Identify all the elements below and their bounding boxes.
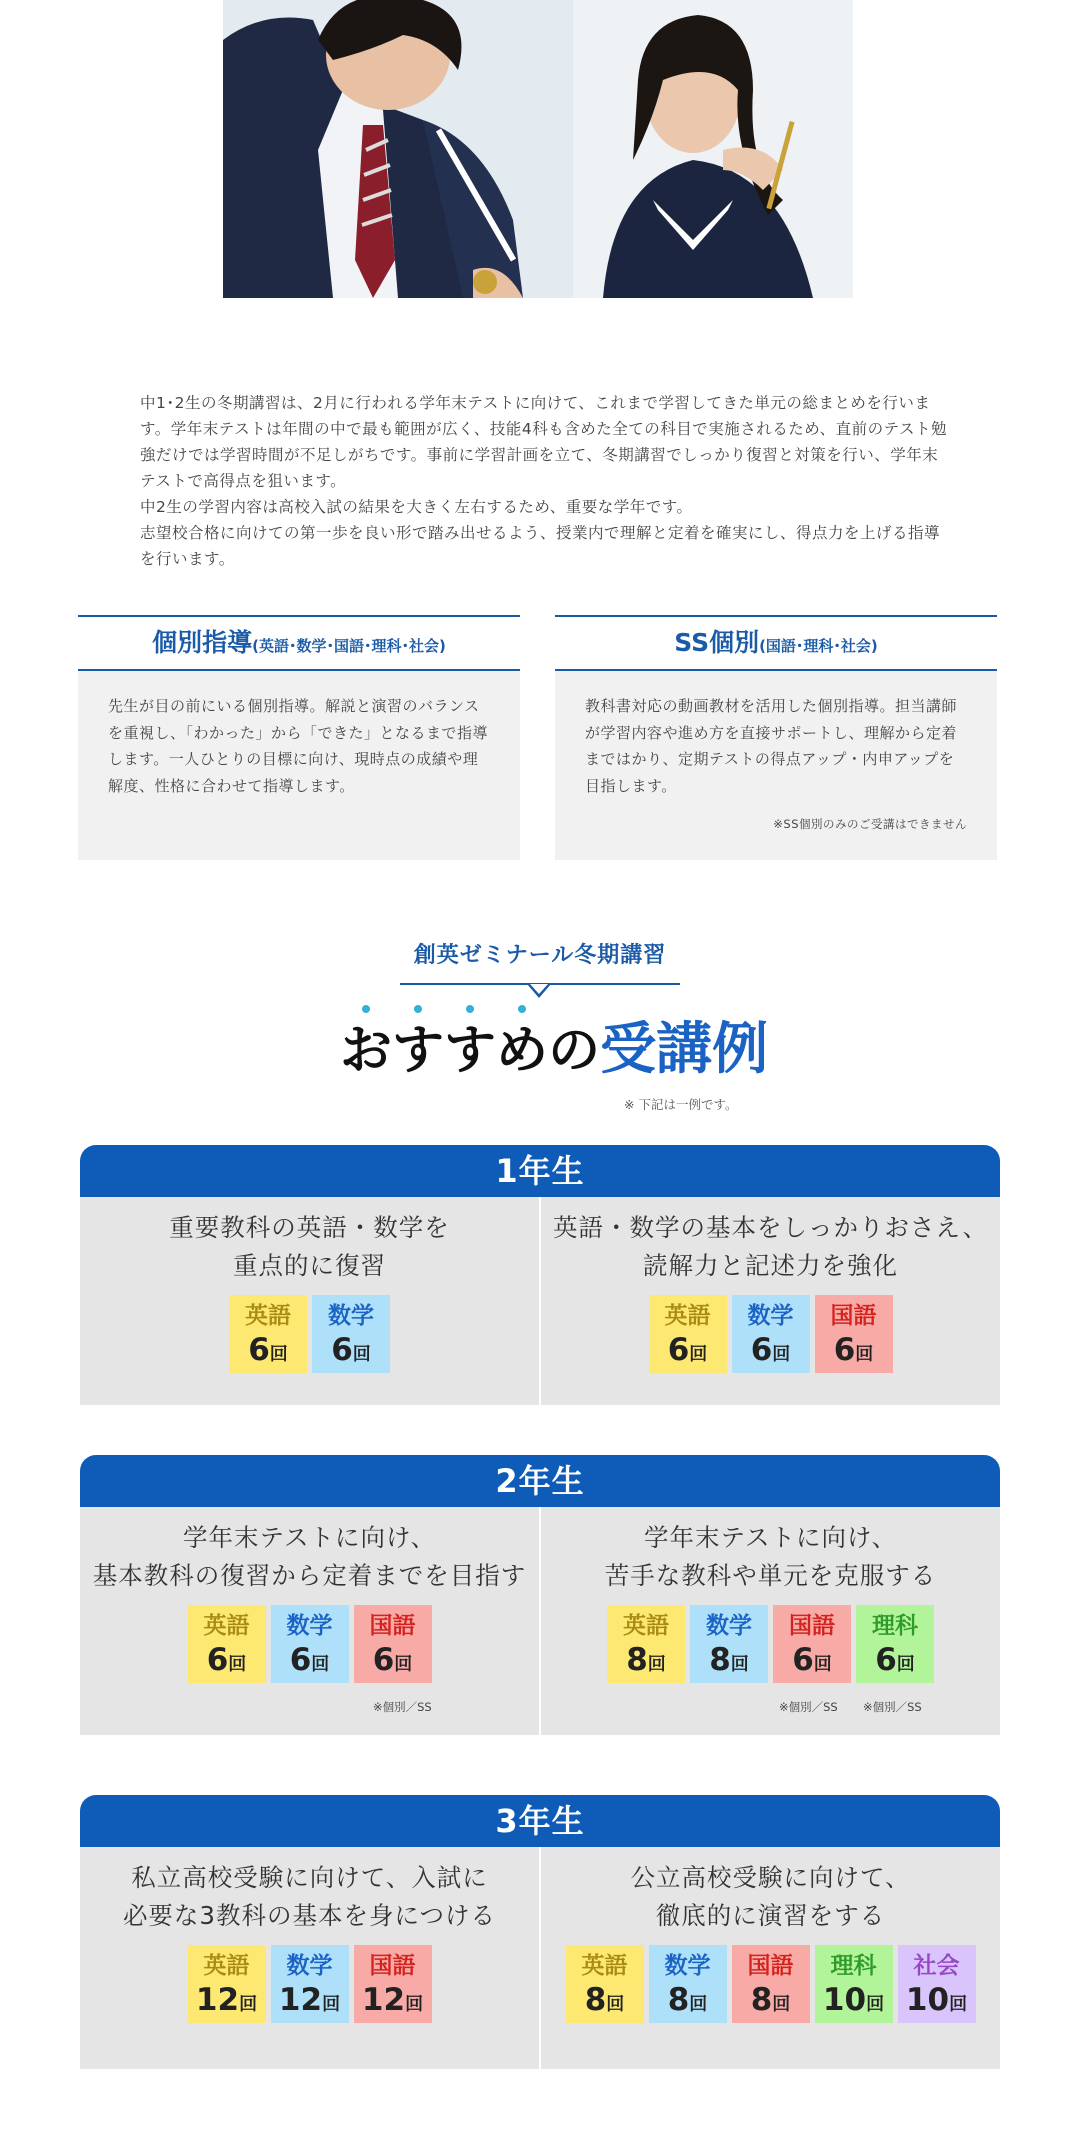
grade-heading: 2年生 [80, 1455, 1000, 1507]
subject-chip-social [898, 1945, 976, 2023]
lesson-count: 12回 [278, 1982, 341, 2018]
grade-row [80, 1507, 1000, 1735]
course-example [80, 1507, 539, 1735]
lesson-count: 6回 [206, 1642, 247, 1678]
subject-chip-english [607, 1605, 685, 1683]
subject-chip-math [271, 1605, 349, 1683]
lesson-count: 10回 [905, 1982, 968, 2018]
grade-block-2 [80, 1455, 1000, 1735]
method-subjects: (英語･数学･国語･理科･社会) [252, 637, 446, 655]
subject-chip-english [229, 1295, 307, 1373]
chip-note: ※個別／SS [863, 1700, 922, 1714]
course-title-line: 苦手な教科や単元を克服する [604, 1561, 937, 1590]
title-char: す [392, 1011, 444, 1091]
grade-row [80, 1197, 1000, 1405]
lesson-count: 6回 [331, 1332, 371, 1368]
subject-chips [80, 1295, 539, 1373]
method-title: 個別指導 [152, 628, 253, 657]
subject-name: 国語 [830, 1303, 877, 1329]
subject-chip-math [732, 1295, 810, 1373]
subject-name: 英語 [203, 1613, 250, 1639]
method-heading [555, 615, 997, 671]
subject-name: 社会 [913, 1953, 960, 1979]
subject-chip-english [566, 1945, 644, 2023]
course-title-line: 公立高校受験に向けて、 [630, 1863, 911, 1892]
example-note: ※ 下記は一例です。 [624, 1097, 738, 1112]
subject-name: 理科 [872, 1613, 918, 1639]
subject-name: 理科 [830, 1953, 877, 1979]
eyebrow-pointer-inner [530, 984, 548, 994]
section-title [340, 1010, 769, 1091]
subject-name: 国語 [369, 1613, 416, 1639]
chip-note: ※個別／SS [779, 1700, 838, 1714]
method-description: 先生が目の前にいる個別指導。解説と演習のバランスを重視し、「わかった」から「できた」となるまで指導します。一人ひとりの目標に向け、現時点の成績や理解度、性格に合わせて指導します。 [108, 697, 489, 795]
subject-name: 数学 [706, 1613, 752, 1639]
subject-name: 英語 [203, 1953, 250, 1979]
subject-name: 数学 [664, 1953, 711, 1979]
subject-chips [541, 1945, 1000, 2023]
lesson-count: 6回 [372, 1642, 413, 1678]
intro-paragraph: 中1･2生の冬期講習は、2月に行われる学年末テストに向けて、これまで学習してきた単元の総まとめを行います。学年末テストは年間の中で最も範囲が広く、技能4科も含めた全ての科目で実施されるため、直前のテスト勉強だけでは学習時間が不足しがちです。事前に学習計画を立て、冬期講習でしっかり復習と対策を行い、学年末テストで高得点を狙います。 [140, 394, 947, 490]
course-title-line: 徹底的に演習をする [655, 1901, 886, 1930]
title-highlight: 受講例 [600, 1017, 769, 1082]
chip-note: ※個別／SS [373, 1700, 432, 1714]
subject-name: 英語 [245, 1303, 291, 1329]
course-title-line: 重点的に復習 [233, 1251, 386, 1280]
lesson-count: 6回 [792, 1642, 832, 1678]
course-example [80, 1847, 539, 2069]
subject-chip-japanese [354, 1605, 432, 1683]
subject-chip-english [649, 1295, 727, 1373]
lesson-count: 8回 [709, 1642, 749, 1678]
grade-heading: 1年生 [80, 1145, 1000, 1197]
course-title-line: 学年末テストに向け、 [182, 1523, 437, 1552]
lesson-count: 8回 [584, 1982, 625, 2018]
title-char: め [496, 1011, 548, 1091]
lesson-count: 8回 [626, 1642, 666, 1678]
lesson-count: 8回 [750, 1982, 791, 2018]
lesson-count: 10回 [822, 1982, 885, 2018]
lesson-count: 12回 [361, 1982, 424, 2018]
grade-block-3 [80, 1795, 1000, 2069]
subject-name: 英語 [623, 1613, 669, 1639]
course-title-line: 必要な3教科の基本を身につける [122, 1901, 497, 1930]
method-card-kobetsu [78, 615, 520, 860]
lesson-count: 6回 [248, 1332, 288, 1368]
subject-chips [541, 1295, 1000, 1373]
lesson-count: 6回 [667, 1332, 708, 1368]
grade-block-1 [80, 1145, 1000, 1405]
intro-paragraph: 中2生の学習内容は高校入試の結果を大きく左右するため、重要な学年です。 [140, 498, 693, 516]
intro-paragraph: 志望校合格に向けての第一歩を良い形で踏み出せるよう、授業内で理解と定着を確実にし、得点力を上げる指導を行います。 [140, 524, 941, 568]
course-example [541, 1847, 1000, 2069]
subject-chip-science [815, 1945, 893, 2023]
subject-name: 国語 [747, 1953, 794, 1979]
subject-chip-japanese [815, 1295, 893, 1373]
subject-chips [80, 1945, 539, 2023]
course-title-line: 私立高校受験に向けて、入試に [131, 1863, 488, 1892]
subject-name: 国語 [369, 1953, 416, 1979]
course-title-line: 基本教科の復習から定着までを目指す [92, 1561, 527, 1590]
subject-chip-english [188, 1945, 266, 2023]
lesson-count: 6回 [875, 1642, 915, 1678]
section-eyebrow: 創英ゼミナール冬期講習 [413, 943, 667, 968]
subject-name: 数学 [747, 1303, 794, 1329]
method-description: 教科書対応の動画教材を活用した個別指導。担当講師が学習内容や進め方を直接サポートし、理解から定着まではかり、定期テストの得点アップ・内申アップを目指します。 [585, 697, 958, 795]
subject-chip-math [312, 1295, 390, 1373]
students-illustration [223, 0, 853, 298]
method-body [555, 671, 997, 860]
course-title-line: 学年末テストに向け、 [643, 1523, 898, 1552]
lesson-count: 6回 [833, 1332, 874, 1368]
title-char: す [444, 1011, 496, 1091]
subject-name: 英語 [664, 1303, 711, 1329]
subject-name: 英語 [581, 1953, 628, 1979]
lesson-count: 6回 [750, 1332, 791, 1368]
subject-chip-japanese [773, 1605, 851, 1683]
subject-chips [541, 1605, 1000, 1683]
title-char: お [340, 1011, 392, 1091]
subject-chip-japanese [354, 1945, 432, 2023]
subject-chip-math [649, 1945, 727, 2023]
method-body [78, 671, 520, 860]
subject-chip-english [188, 1605, 266, 1683]
intro-text [140, 390, 950, 572]
grade-row [80, 1847, 1000, 2069]
grade-heading: 3年生 [80, 1795, 1000, 1847]
subject-name: 数学 [328, 1303, 374, 1329]
subject-chip-math [690, 1605, 768, 1683]
course-title-line: 英語・数学の基本をしっかりおさえ、 [553, 1213, 988, 1242]
course-title-line: 重要教科の英語・数学を [169, 1213, 450, 1242]
subject-chip-japanese [732, 1945, 810, 2023]
lesson-count: 6回 [289, 1642, 330, 1678]
subject-chip-math [271, 1945, 349, 2023]
subject-name: 数学 [286, 1953, 333, 1979]
lesson-count: 12回 [195, 1982, 258, 2018]
course-title-line: 読解力と記述力を強化 [643, 1251, 898, 1280]
method-card-ss [555, 615, 997, 860]
subject-chip-science [856, 1605, 934, 1683]
method-subjects: (国語･理科･社会) [759, 637, 878, 655]
course-example [80, 1197, 539, 1405]
method-heading [78, 615, 520, 671]
subject-chips [80, 1605, 539, 1683]
course-example [541, 1197, 1000, 1405]
course-example [541, 1507, 1000, 1735]
subject-name: 数学 [286, 1613, 333, 1639]
subject-name: 国語 [789, 1613, 835, 1639]
method-title: SS個別 [674, 628, 760, 657]
hero-photo [223, 0, 853, 298]
lesson-count: 8回 [667, 1982, 708, 2018]
title-char: の [548, 1021, 601, 1081]
method-note: ※SS個別のみのご受講はできません [773, 817, 967, 831]
